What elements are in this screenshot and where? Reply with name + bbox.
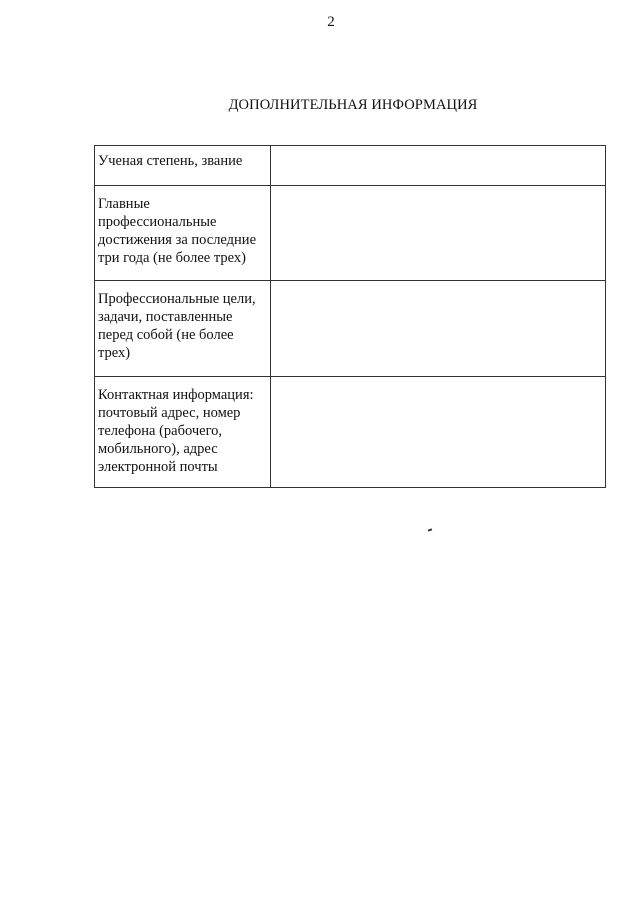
row-value-goals[interactable]: [271, 281, 606, 377]
row-label-goals: Профессиональные цели, задачи, поставленные перед собой (не более трех): [95, 281, 271, 377]
page-number: 2: [327, 14, 335, 30]
table-row: [95, 377, 606, 488]
table-row: [95, 186, 606, 281]
row-label-contacts: Контактная информация: почтовый адрес, номер телефона (рабочего, мобильного), адрес электронной почты: [95, 377, 271, 488]
row-value-contacts[interactable]: [271, 377, 606, 488]
page-title: ДОПОЛНИТЕЛЬНАЯ ИНФОРМАЦИЯ: [228, 97, 478, 113]
info-table: [94, 145, 606, 488]
row-value-achievements[interactable]: [271, 186, 606, 281]
table-row: [95, 281, 606, 377]
row-value-degree[interactable]: [271, 146, 606, 186]
table-row: [95, 146, 606, 186]
scan-artifact-mark: [428, 528, 432, 531]
row-label-achievements: Главные профессиональные достижения за последние три года (не более трех): [95, 186, 271, 281]
row-label-degree: Ученая степень, звание: [95, 146, 271, 186]
